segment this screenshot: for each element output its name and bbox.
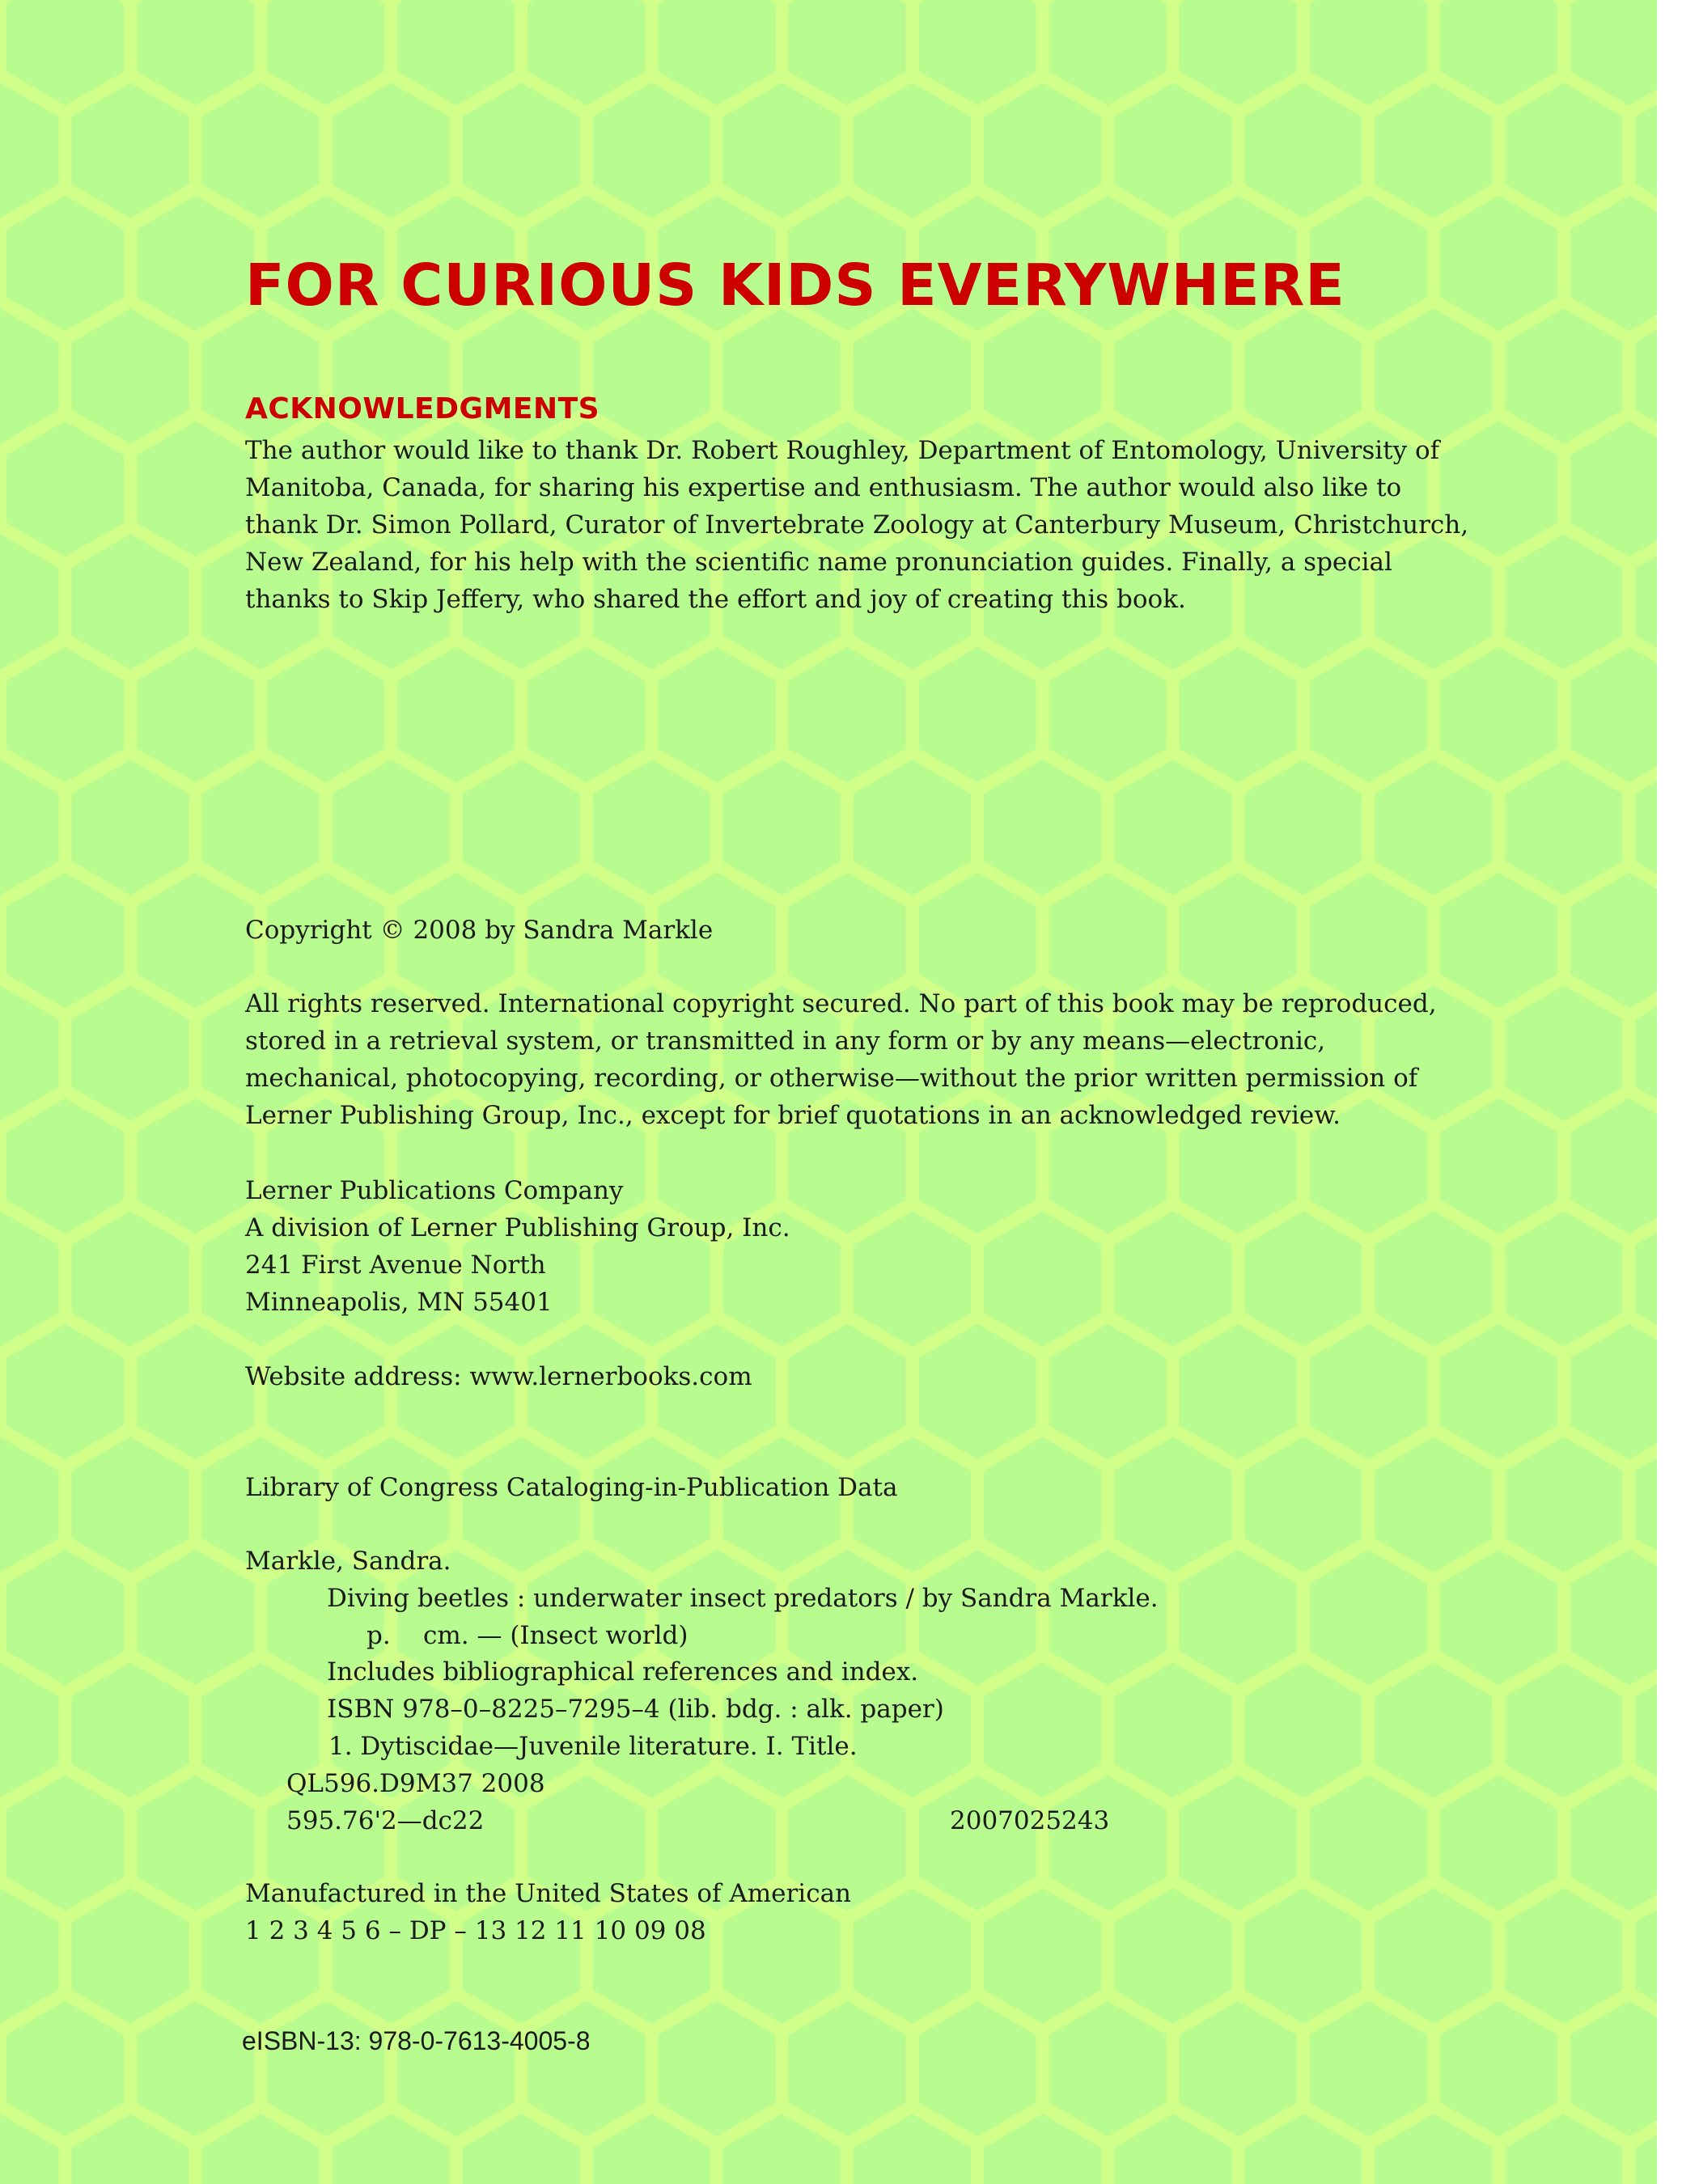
rights-line: Lerner Publishing Group, Inc., except for brief quotations in an acknowledged review. (245, 1101, 1341, 1130)
cip-lccn: 2007025243 (950, 1806, 1110, 1835)
publisher-address (245, 1172, 790, 1321)
manufactured-line: Manufactured in the United States of American (245, 1879, 852, 1908)
cip-heading: Library of Congress Cataloging-in-Publication Data (245, 1473, 898, 1502)
printing-line: 1 2 3 4 5 6 – DP – 13 12 11 10 09 08 (245, 1916, 706, 1945)
cip-dewey: 595.76'2—dc22 (286, 1806, 485, 1835)
dedication-heading: FOR CURIOUS KIDS EVERYWHERE (245, 252, 1345, 319)
rights-line: All rights reserved. International copyright secured. No part of this book may be reproduced, (245, 989, 1437, 1018)
acknowledgments-line: New Zealand, for his help with the scientific name pronunciation guides. Finally, a special (245, 548, 1392, 577)
rights-line: stored in a retrieval system, or transmitted in any form or by any means—electronic, (245, 1026, 1326, 1056)
rights-line: mechanical, photocopying, recording, or otherwise—without the prior written permission of (245, 1064, 1418, 1093)
cip-call-number: QL596.D9M37 2008 (286, 1769, 545, 1798)
acknowledgments-line: The author would like to thank Dr. Robert Roughley, Department of Entomology, University of (245, 436, 1440, 465)
acknowledgments-text (245, 432, 1468, 618)
acknowledgments-line: thank Dr. Simon Pollard, Curator of Invertebrate Zoology at Canterbury Museum, Christchurch, (245, 510, 1469, 540)
publisher-line: A division of Lerner Publishing Group, Inc. (245, 1213, 790, 1242)
cip-author: Markle, Sandra. (245, 1547, 451, 1576)
manufacturing-info (245, 1875, 851, 1949)
cip-pages-cm: cm. — (Insect world) (423, 1621, 688, 1650)
cip-subjects: 1. Dytiscidae—Juvenile literature. I. Title. (328, 1732, 858, 1761)
cip-bibliography: Includes bibliographical references and index. (327, 1657, 919, 1687)
cip-title: Diving beetles : underwater insect predators / by Sandra Markle. (327, 1584, 1159, 1613)
rights-statement (245, 985, 1437, 1134)
eisbn-line: eISBN-13: 978-0-7613-4005-8 (242, 2026, 591, 2055)
copyright-line: Copyright © 2008 by Sandra Markle (245, 916, 714, 945)
website-line: Website address: www.lernerbooks.com (245, 1362, 752, 1391)
acknowledgments-heading: ACKNOWLEDGMENTS (245, 392, 600, 425)
acknowledgments-line: Manitoba, Canada, for sharing his expertise and enthusiasm. The author would also like to (245, 473, 1402, 502)
acknowledgments-line: thanks to Skip Jeffery, who shared the effort and joy of creating this book. (245, 585, 1186, 614)
publisher-line: Minneapolis, MN 55401 (245, 1288, 553, 1317)
cip-isbn: ISBN 978–0–8225–7295–4 (lib. bdg. : alk. paper) (327, 1695, 944, 1724)
publisher-line: Lerner Publications Company (245, 1176, 624, 1205)
publisher-line: 241 First Avenue North (245, 1251, 546, 1280)
cip-pages-p: p. (366, 1621, 391, 1650)
